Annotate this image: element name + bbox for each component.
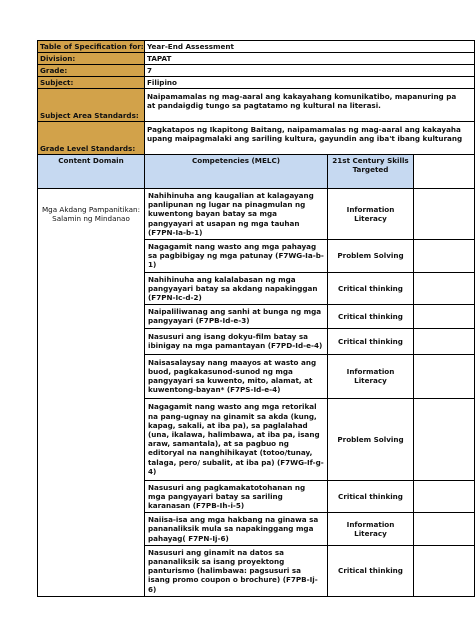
content-domain-cell: Mga Akdang Pampanitikan: Salamin ng Mindanao (38, 189, 145, 597)
meta-value: TAPAT (145, 53, 475, 65)
competency-cell: Naiisa-isa ang mga hakbang na ginawa sa pananaliksik mula sa napakinggang mga pahayag( F7PN-Ij-6) (145, 513, 328, 546)
skill-cell: Critical thinking (328, 545, 414, 596)
skill-cell: Information Literacy (328, 354, 414, 398)
skill-cell: Information Literacy (328, 189, 414, 240)
competency-cell: Nasusuri ang ginamit na datos sa pananaliksik sa isang proyektong panturismo (halimbawa: pagsusuri sa isang promo coupon o brochure) (F7PB-Ij-6) (145, 545, 328, 596)
header-content-domain: Content Domain (38, 155, 145, 189)
meta-value: Filipino (145, 77, 475, 89)
grade-level-text (145, 122, 475, 155)
skill-cell: Information Literacy (328, 513, 414, 546)
meta-label: Subject: (38, 77, 145, 89)
empty-cell (414, 545, 475, 596)
meta-label: Grade: (38, 65, 145, 77)
empty-cell (414, 189, 475, 240)
skill-cell: Problem Solving (328, 398, 414, 480)
skill-cell: Problem Solving (328, 240, 414, 273)
empty-cell (414, 272, 475, 305)
empty-cell (414, 354, 475, 398)
meta-row-grade (38, 65, 475, 77)
grade-level-standards-row (38, 122, 475, 155)
competency-cell: Nahihinuha ang kalalabasan ng mga pangyayari batay sa akdang napakinggan (F7PN-Ic-d-2) (145, 272, 328, 305)
competency-cell: Nasusuri ang pagkamakatotohanan ng mga pangyayari batay sa sariling karanasan (F7PB-Ih-i-5) (145, 480, 328, 513)
empty-cell (414, 328, 475, 354)
empty-cell (414, 480, 475, 513)
empty-cell (414, 513, 475, 546)
skill-cell: Critical thinking (328, 305, 414, 328)
skill-cell: Critical thinking (328, 272, 414, 305)
subject-area-line: at pandaigdig tungo sa pagtatamo ng kultural na literasi. (147, 101, 381, 110)
table-row (38, 189, 475, 240)
empty-cell (414, 155, 475, 189)
empty-cell (414, 305, 475, 328)
competency-cell: Naipaliliwanag ang sanhi at bunga ng mga pangyayari (F7PB-Id-e-3) (145, 305, 328, 328)
competency-cell: Nagagamit nang wasto ang mga retorikal na pang-ugnay na ginamit sa akda (kung, kapag, sakali, at iba pa), sa paglalahad (una, ikalawa, halimbawa, at iba pa, isang araw, samantala), at sa pagbuo ng editoryal na nanghihikayat (totoo/tunay, talaga, pero/ subalit, at iba pa) (F7WG-If-g-4) (145, 398, 328, 480)
meta-row-division (38, 53, 475, 65)
skill-cell: Critical thinking (328, 328, 414, 354)
subject-area-standards-row (38, 89, 475, 122)
grade-level-line: upang maipagmalaki ang sariling kultura, gayundin ang iba't ibang kulturang (147, 134, 463, 143)
subject-area-label: Subject Area Standards: (38, 89, 145, 122)
meta-value: 7 (145, 65, 475, 77)
header-competencies: Competencies (MELC) (145, 155, 328, 189)
header-skills: 21st Century Skills Targeted (328, 155, 414, 189)
skill-cell: Critical thinking (328, 480, 414, 513)
grade-level-label: Grade Level Standards: (38, 122, 145, 155)
competency-cell: Nagagamit nang wasto ang mga pahayag sa pagbibigay ng mga patunay (F7WG-Ia-b-1) (145, 240, 328, 273)
competency-cell: Naisasalaysay nang maayos at wasto ang buod, pagkakasunod-sunod ng mga pangyayari sa kuwento, mito, alamat, at kuwentong-bayan* (F7PS-Id-e-4) (145, 354, 328, 398)
subject-area-line: Naipamamalas ng mag-aaral ang kakayahang komunikatibo, mapanuring pa (147, 92, 457, 101)
competency-cell: Nahihinuha ang kaugalian at kalagayang panlipunan ng lugar na pinagmulan ng kuwentong bayan batay sa mga pangyayari at usapan ng mga tauhan (F7PN-Ia-b-1) (145, 189, 328, 240)
meta-row-subject (38, 77, 475, 89)
table-header-row (38, 155, 475, 189)
empty-cell (414, 398, 475, 480)
subject-area-text (145, 89, 475, 122)
empty-cell (414, 240, 475, 273)
competency-cell: Nasusuri ang isang dokyu-film batay sa ibinigay na mga pamantayan (F7PD-Id-e-4) (145, 328, 328, 354)
meta-value: Year-End Assessment (145, 41, 475, 53)
spreadsheet (37, 40, 474, 594)
specification-table (37, 40, 475, 597)
grade-level-line: Pagkatapos ng Ikapitong Baitang, naipamamalas ng mag-aaral ang kakayaha (147, 125, 461, 134)
meta-label: Table of Specification for: (38, 41, 145, 53)
meta-row-assessment (38, 41, 475, 53)
meta-label: Division: (38, 53, 145, 65)
